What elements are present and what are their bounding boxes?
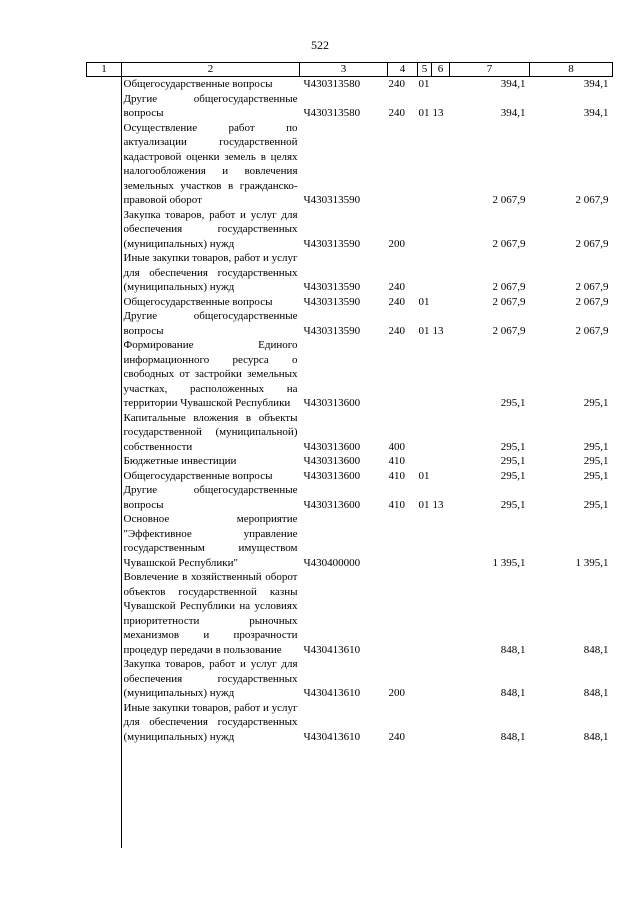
page-number: 522 — [311, 38, 329, 52]
row-name: Общегосударственные вопросы — [123, 469, 273, 482]
row-code: Ч430313590 — [303, 281, 361, 293]
row-section: 01 — [418, 498, 430, 511]
row-section — [418, 208, 432, 252]
row-expense-type: 240 — [388, 281, 405, 293]
table-row — [87, 512, 613, 570]
row-value-2023: 295,1 — [500, 397, 526, 409]
row-value-2023: 848,1 — [500, 687, 526, 699]
row-subsection — [432, 512, 450, 570]
row-expense-type: 400 — [388, 440, 405, 453]
row-code: Ч430313590 — [303, 237, 361, 250]
row-value-2023: 2 067,9 — [492, 194, 526, 206]
row-expense-type: 410 — [388, 469, 405, 482]
row-value-2024: 2 067,9 — [575, 194, 609, 206]
row-expense-type: 240 — [388, 730, 405, 743]
row-code: Ч430313600 — [303, 440, 361, 453]
row-name: Закупка товаров, работ и услуг для обеспечения государственных (муниципальных) нужд — [123, 658, 298, 699]
row-expense-type: 240 — [388, 324, 405, 337]
table-row — [87, 701, 613, 745]
row-subsection — [432, 469, 450, 484]
blank-cell — [87, 309, 122, 338]
table-row — [87, 77, 613, 92]
row-value-2024: 1 395,1 — [575, 556, 609, 569]
table-row — [87, 92, 613, 121]
row-subsection — [432, 657, 450, 701]
row-subsection — [432, 251, 450, 295]
row-subsection — [432, 411, 450, 455]
row-subsection — [432, 701, 450, 745]
header-col-7: 7 — [450, 63, 530, 77]
row-name: Бюджетные инвестиции — [123, 455, 237, 467]
header-col-3: 3 — [300, 63, 388, 77]
row-value-2023: 295,1 — [500, 498, 526, 511]
row-code: Ч430413610 — [303, 643, 361, 656]
row-value-2024: 2 067,9 — [575, 324, 609, 337]
blank-cell — [87, 77, 122, 92]
row-section: 01 — [418, 469, 430, 482]
blank-cell — [87, 208, 122, 252]
row-value-2023: 1 395,1 — [492, 556, 526, 569]
row-value-2024: 394,1 — [583, 78, 609, 90]
row-value-2024: 2 067,9 — [575, 237, 609, 250]
table-row — [87, 454, 613, 469]
row-expense-type — [388, 338, 418, 411]
blank-cell — [87, 512, 122, 570]
table-row — [87, 469, 613, 484]
row-value-2023: 848,1 — [500, 643, 526, 656]
blank-cell — [87, 657, 122, 701]
header-col-8: 8 — [530, 63, 613, 77]
row-code: Ч430313600 — [303, 455, 361, 467]
row-code: Ч430313600 — [303, 498, 361, 511]
row-section — [418, 454, 432, 469]
row-section: 01 — [418, 78, 430, 90]
table-body — [87, 77, 613, 745]
blank-cell — [87, 483, 122, 512]
row-value-2024: 295,1 — [583, 440, 609, 453]
row-value-2023: 295,1 — [500, 440, 526, 453]
row-code: Ч430313600 — [303, 469, 361, 482]
row-value-2023: 394,1 — [500, 78, 526, 90]
row-code: Ч430413610 — [303, 730, 361, 743]
row-code: Ч430313580 — [303, 78, 361, 90]
row-expense-type — [388, 121, 418, 208]
row-expense-type: 200 — [388, 687, 405, 699]
row-name: Формирование Единого информационного ресурса о свободных от застройки земельных участках, расположенных на территории Чувашской Республики — [123, 339, 298, 409]
table-row — [87, 483, 613, 512]
row-value-2023: 848,1 — [500, 730, 526, 743]
row-expense-type: 410 — [388, 455, 405, 467]
row-value-2024: 295,1 — [583, 455, 609, 467]
row-name: Общегосударственные вопросы — [123, 78, 273, 90]
table-row — [87, 295, 613, 310]
row-subsection — [432, 208, 450, 252]
header-col-2: 2 — [122, 63, 300, 77]
row-value-2023: 394,1 — [500, 107, 526, 119]
row-name: Общегосударственные вопросы — [123, 295, 273, 308]
row-subsection — [432, 570, 450, 657]
row-value-2024: 295,1 — [583, 469, 609, 482]
row-value-2023: 2 067,9 — [492, 295, 526, 308]
row-code: Ч430313580 — [303, 107, 361, 119]
row-section — [418, 338, 432, 411]
row-section — [418, 512, 432, 570]
row-subsection: 13 — [432, 107, 444, 119]
table-row — [87, 338, 613, 411]
row-section — [418, 251, 432, 295]
row-expense-type: 240 — [388, 78, 405, 90]
blank-cell — [87, 454, 122, 469]
blank-cell — [87, 121, 122, 208]
row-section: 01 — [418, 107, 430, 119]
row-subsection — [432, 121, 450, 208]
row-code: Ч430313590 — [303, 194, 361, 206]
budget-table — [86, 62, 613, 744]
row-expense-type: 240 — [388, 107, 405, 119]
table-row — [87, 121, 613, 208]
row-value-2024: 2 067,9 — [575, 281, 609, 293]
row-code: Ч430313590 — [303, 295, 361, 308]
row-value-2024: 295,1 — [583, 397, 609, 409]
row-value-2024: 2 067,9 — [575, 295, 609, 308]
row-section — [418, 121, 432, 208]
blank-cell — [87, 411, 122, 455]
row-name: Закупка товаров, работ и услуг для обеспечения государственных (муниципальных) нужд — [123, 208, 298, 250]
row-section — [418, 657, 432, 701]
row-section — [418, 570, 432, 657]
row-name: Другие общегосударственные вопросы — [123, 92, 298, 119]
row-value-2024: 848,1 — [583, 730, 609, 743]
blank-cell — [87, 701, 122, 745]
table-row — [87, 251, 613, 295]
row-expense-type — [388, 512, 418, 570]
row-value-2024: 848,1 — [583, 687, 609, 699]
row-code: Ч430413610 — [303, 687, 361, 699]
row-name: Другие общегосударственные вопросы — [123, 310, 298, 337]
table-row — [87, 208, 613, 252]
row-value-2023: 2 067,9 — [492, 324, 526, 337]
row-name: Вовлечение в хозяйственный оборот объектов государственной казны Чувашской Республики на условиях приоритетности рыночных механизмов и прозрачности процедур передачи в пользование — [123, 571, 298, 656]
row-name: Осуществление работ по актуализации государственной кадастровой оценки земель в целях налогообложения и вовлечения земельных участков в гражданско-правовой оборот — [123, 121, 298, 206]
row-value-2024: 394,1 — [583, 107, 609, 119]
row-value-2024: 295,1 — [583, 498, 609, 511]
row-expense-type: 200 — [388, 237, 405, 250]
table-row — [87, 309, 613, 338]
row-expense-type — [388, 570, 418, 657]
row-code: Ч430313600 — [303, 397, 361, 409]
row-expense-type: 410 — [388, 498, 405, 511]
header-col-6: 6 — [432, 63, 450, 77]
row-subsection — [432, 295, 450, 310]
row-section — [418, 411, 432, 455]
table-row — [87, 411, 613, 455]
row-subsection: 13 — [432, 324, 444, 337]
header-row — [87, 63, 613, 77]
row-subsection — [432, 77, 450, 92]
row-subsection — [432, 454, 450, 469]
blank-cell — [87, 251, 122, 295]
row-section: 01 — [418, 324, 430, 337]
header-col-1: 1 — [87, 63, 122, 77]
row-section: 01 — [418, 295, 430, 308]
row-value-2023: 295,1 — [500, 469, 526, 482]
row-section — [418, 701, 432, 745]
blank-cell — [87, 92, 122, 121]
blank-cell — [87, 469, 122, 484]
row-value-2023: 2 067,9 — [492, 281, 526, 293]
blank-cell — [87, 338, 122, 411]
row-value-2023: 2 067,9 — [492, 237, 526, 250]
table-header — [87, 63, 613, 77]
header-col-5: 5 — [418, 63, 432, 77]
row-code: Ч430313590 — [303, 324, 361, 337]
row-subsection: 13 — [432, 498, 444, 511]
row-name: Капитальные вложения в объекты государственной (муниципальной) собственности — [123, 411, 298, 453]
blank-cell — [87, 570, 122, 657]
row-value-2023: 295,1 — [500, 455, 526, 467]
row-expense-type: 240 — [388, 295, 405, 308]
table-row — [87, 657, 613, 701]
header-col-4: 4 — [388, 63, 418, 77]
table-row — [87, 570, 613, 657]
row-name: Другие общегосударственные вопросы — [123, 484, 298, 511]
blank-cell — [87, 295, 122, 310]
row-name: Иные закупки товаров, работ и услуг для обеспечения государственных (муниципальных) нужд — [123, 701, 298, 743]
row-name: Иные закупки товаров, работ и услуг для обеспечения государственных (муниципальных) нужд — [123, 252, 298, 293]
row-name: Основное мероприятие "Эффективное управление государственным имуществом Чувашской Республики" — [123, 513, 298, 569]
row-value-2024: 848,1 — [583, 643, 609, 656]
row-code: Ч430400000 — [303, 556, 361, 569]
row-subsection — [432, 338, 450, 411]
